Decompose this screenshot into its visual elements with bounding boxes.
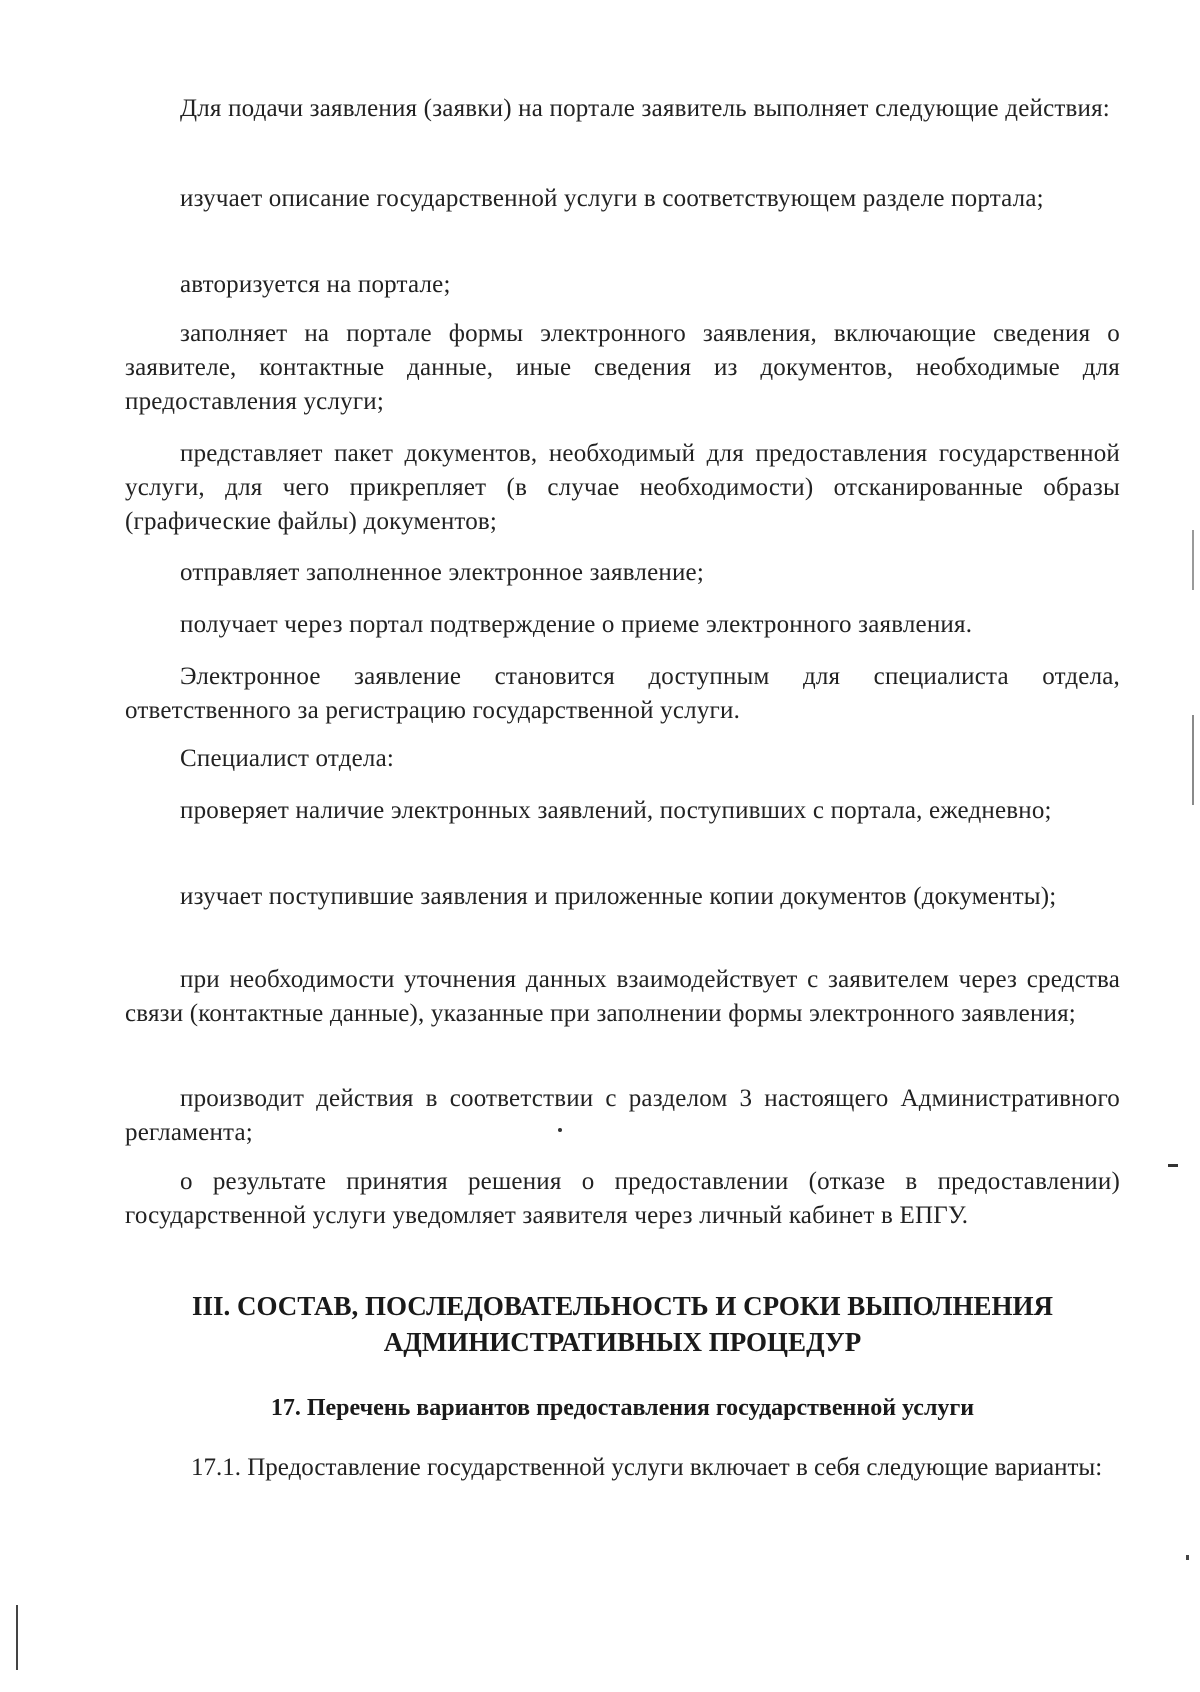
section-heading xyxy=(125,1288,1120,1360)
paragraph-intro: Для подачи заявления (заявки) на портале заявитель выполняет следующие действия: xyxy=(180,95,1110,122)
paragraph-specialist: Специалист отдела: xyxy=(180,745,395,772)
section-heading-line1: III. СОСТАВ, ПОСЛЕДОВАТЕЛЬНОСТЬ И СРОКИ ВЫПОЛНЕНИЯ xyxy=(191,1291,1054,1321)
paragraph-study-copies: изучает поступившие заявления и приложенные копии документов (документы); xyxy=(180,883,1057,910)
paragraph-step-submit-docs: представляет пакет документов, необходимый для предоставления государственной услуги, для чего прикрепляет (в случае необходимости) отсканированные образы (графические файлы) документов; xyxy=(125,440,1120,535)
scan-speck xyxy=(1168,1164,1178,1167)
scan-edge-mark xyxy=(1192,715,1194,805)
paragraph-step-confirmation: получает через портал подтверждение о приеме электронного заявления. xyxy=(180,611,973,638)
subsection-heading: 17. Перечень вариантов предоставления государственной услуги xyxy=(270,1395,975,1421)
paragraph-variants: 17.1. Предоставление государственной услуги включает в себя следующие варианты: xyxy=(191,1454,1103,1481)
scan-edge-mark xyxy=(1192,530,1194,590)
paragraph-step-authorize: авторизуется на портале; xyxy=(180,271,451,298)
paragraph-actions: производит действия в соответствии с разделом 3 настоящего Административного регламента; xyxy=(125,1085,1120,1146)
paragraph-step-send: отправляет заполненное электронное заявление; xyxy=(180,559,704,586)
paragraph-clarify: при необходимости уточнения данных взаимодействует с заявителем через средства связи (контактные данные), указанные при заполнении формы электронного заявления; xyxy=(125,966,1120,1027)
paragraph-availability: Электронное заявление становится доступным для специалиста отдела, ответственного за регистрацию государственной услуги. xyxy=(125,663,1120,724)
paragraph-step-fill-forms: заполняет на портале формы электронного заявления, включающие сведения о заявителе, контактные данные, иные сведения из документов, необходимые для предоставления услуги; xyxy=(125,320,1120,415)
scan-speck xyxy=(1186,1555,1189,1560)
section-heading-line2: АДМИНИСТРАТИВНЫХ ПРОЦЕДУР xyxy=(383,1327,862,1357)
paragraph-notify: о результате принятия решения о предоставлении (отказе в предоставлении) государственной услуги уведомляет заявителя через личный кабинет в ЕПГУ. xyxy=(125,1168,1120,1229)
paragraph-check-daily: проверяет наличие электронных заявлений, поступивших с портала, ежедневно; xyxy=(180,797,1052,824)
paragraph-step-study: изучает описание государственной услуги в соответствующем разделе портала; xyxy=(180,185,1044,212)
scan-edge-mark xyxy=(16,1605,18,1670)
scan-speck xyxy=(558,1128,562,1132)
